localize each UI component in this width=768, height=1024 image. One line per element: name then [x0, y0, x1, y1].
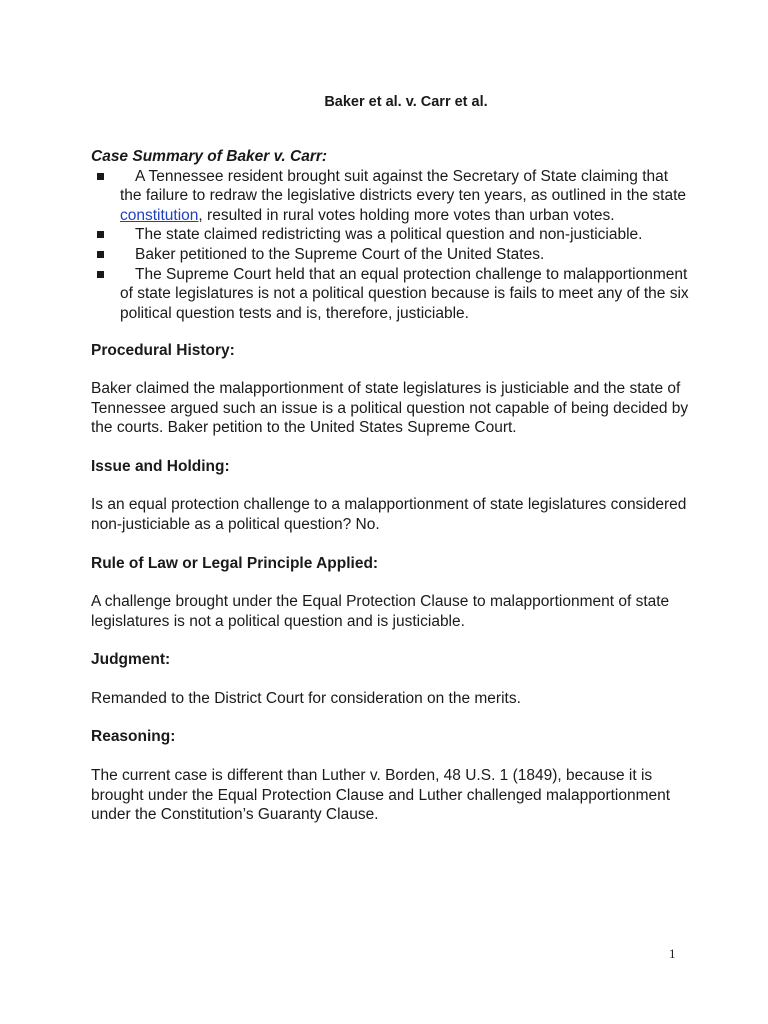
list-item — [91, 265, 691, 324]
bullet-text-continued: , resulted in rural votes holding more votes than urban votes. — [198, 206, 615, 224]
judgment-heading: Judgment: — [91, 651, 171, 669]
bullet-square-icon — [97, 271, 104, 278]
case-summary-list — [91, 167, 691, 324]
procedural-history-text: Baker claimed the malapportionment of state legislatures is justiciable and the state of Tennessee argued such an issue is a political question not capable of being decided by the courts. Baker petition to the United States Supreme Court. — [91, 379, 689, 437]
procedural-history-heading: Procedural History: — [91, 342, 235, 360]
bullet-square-icon — [97, 231, 104, 238]
list-item — [91, 167, 691, 226]
bullet-text: The Supreme Court held that an equal protection challenge to malapportionment of state legislatures is not a political question because is fails to meet any of the six political question tests and is, therefore, justiciable. — [120, 265, 689, 322]
issue-holding-heading: Issue and Holding: — [91, 457, 230, 475]
bullet-square-icon — [97, 251, 104, 258]
list-item — [91, 245, 691, 265]
document-title: Baker et al. v. Carr et al. — [324, 94, 488, 110]
reasoning-text: The current case is different than Luther v. Borden, 48 U.S. 1 (1849), because it is brought under the Equal Protection Clause and Luther challenged malapportionment under the Constitution’s Guaranty Clause. — [91, 767, 671, 824]
page-number: 1 — [669, 946, 676, 961]
bullet-text: Baker petitioned to the Supreme Court of the United States. — [135, 245, 545, 263]
list-item — [91, 225, 691, 245]
judgment-text: Remanded to the District Court for consideration on the merits. — [91, 689, 521, 707]
bullet-text: The state claimed redistricting was a political question and non-justiciable. — [135, 226, 643, 244]
document-body — [91, 147, 691, 825]
bullet-square-icon — [97, 173, 104, 180]
constitution-link[interactable]: constitution — [120, 206, 199, 224]
bullet-text: A Tennessee resident brought suit against the Secretary of State claiming that the failure to redraw the legislative districts every ten years, as outlined in the state — [120, 167, 687, 205]
rule-of-law-text: A challenge brought under the Equal Protection Clause to malapportionment of state legislatures is not a political question and is justiciable. — [91, 593, 670, 630]
case-summary-heading: Case Summary of Baker v. Carr: — [91, 148, 328, 165]
reasoning-heading: Reasoning: — [91, 728, 176, 746]
rule-of-law-heading: Rule of Law or Legal Principle Applied: — [91, 554, 379, 572]
issue-holding-text: Is an equal protection challenge to a malapportionment of state legislatures considered non-justiciable as a political question? No. — [91, 496, 687, 533]
